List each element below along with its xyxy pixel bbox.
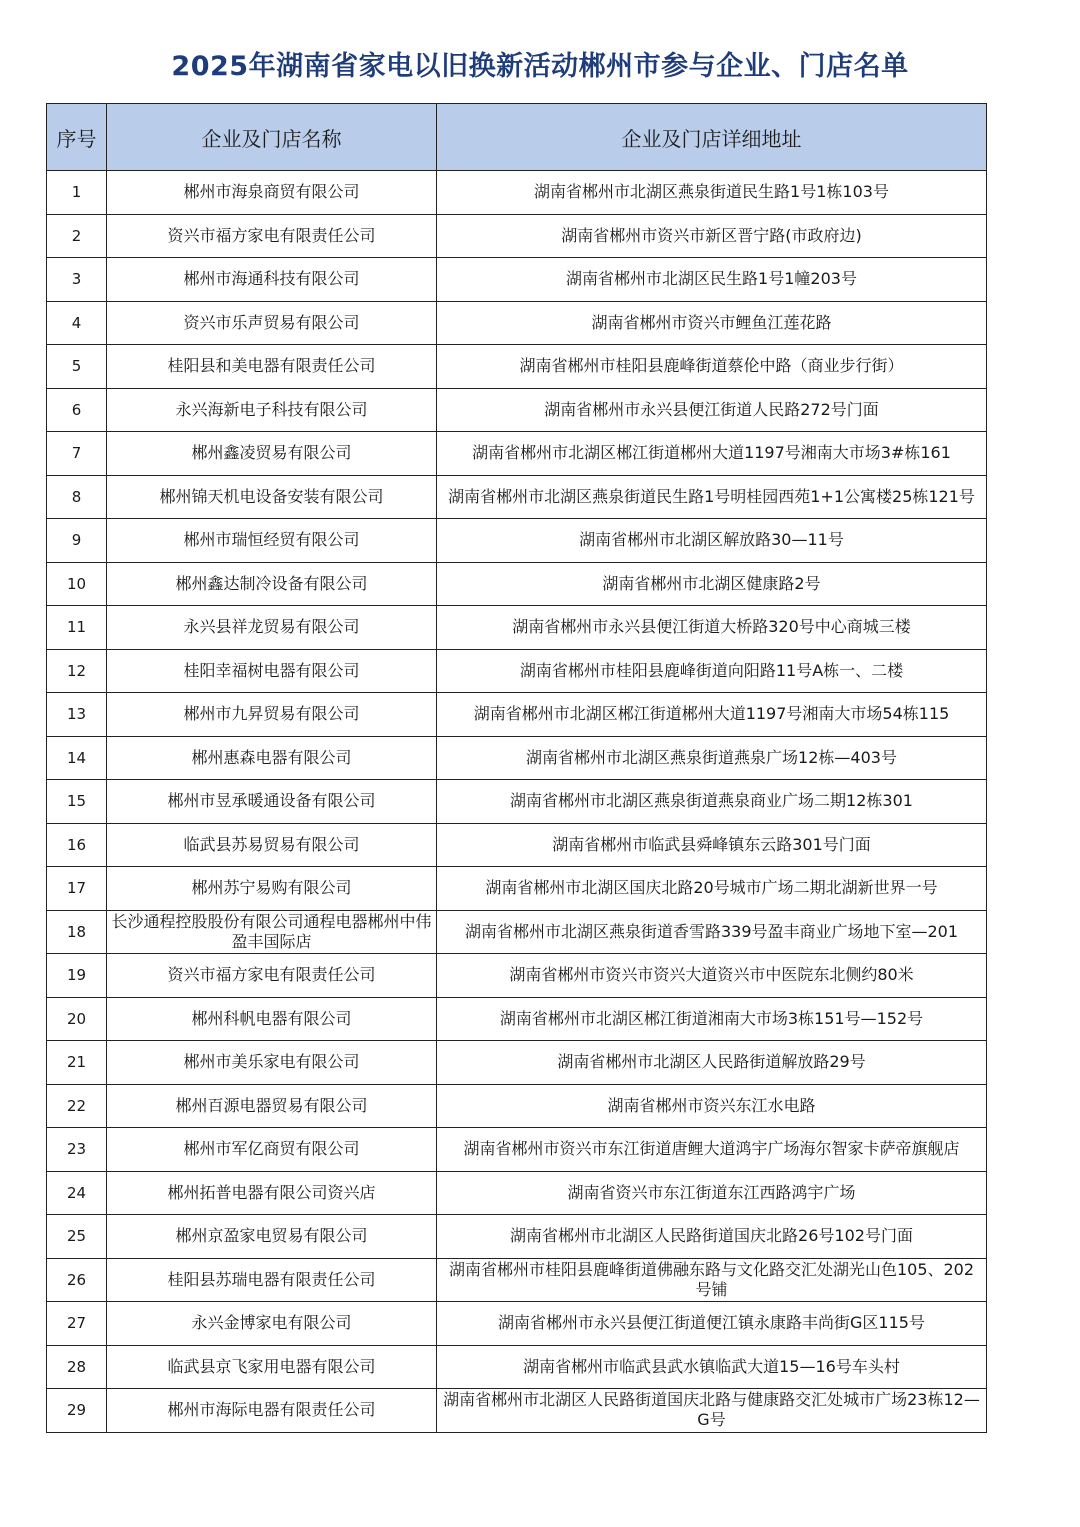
store-address: 湖南省郴州市北湖区健康路2号 <box>437 562 987 606</box>
store-address: 湖南省郴州市北湖区燕泉街道香雪路339号盈丰商业广场地下室—201 <box>437 910 987 954</box>
table-row <box>47 1302 987 1346</box>
company-name: 郴州惠森电器有限公司 <box>107 736 437 780</box>
table-row <box>47 1215 987 1259</box>
page-title: 2025年湖南省家电以旧换新活动郴州市参与企业、门店名单 <box>171 51 909 82</box>
company-name: 郴州市海际电器有限责任公司 <box>107 1389 437 1433</box>
row-number: 9 <box>47 519 107 563</box>
company-name: 郴州拓普电器有限公司资兴店 <box>107 1171 437 1215</box>
row-number: 22 <box>47 1084 107 1128</box>
row-number: 7 <box>47 432 107 476</box>
row-number: 23 <box>47 1128 107 1172</box>
row-number: 12 <box>47 649 107 693</box>
table-row <box>47 301 987 345</box>
company-name: 郴州市海泉商贸有限公司 <box>107 171 437 215</box>
store-address: 湖南省郴州市资兴市新区晋宁路(市政府边) <box>437 214 987 258</box>
table-row <box>47 606 987 650</box>
row-number: 26 <box>47 1258 107 1302</box>
store-address: 湖南省郴州市临武县武水镇临武大道15—16号车头村 <box>437 1345 987 1389</box>
store-address: 湖南省郴州市北湖区郴江街道郴州大道1197号湘南大市场3#栋161 <box>437 432 987 476</box>
company-name: 桂阳幸福树电器有限公司 <box>107 649 437 693</box>
row-number: 25 <box>47 1215 107 1259</box>
store-address: 湖南省郴州市资兴市东江街道唐鲤大道鸿宇广场海尔智家卡萨帝旗舰店 <box>437 1128 987 1172</box>
table-row <box>47 258 987 302</box>
row-number: 3 <box>47 258 107 302</box>
store-address: 湖南省郴州市北湖区解放路30—11号 <box>437 519 987 563</box>
row-number: 1 <box>47 171 107 215</box>
row-number: 11 <box>47 606 107 650</box>
table-row <box>47 171 987 215</box>
table-row <box>47 780 987 824</box>
company-name: 郴州鑫凌贸易有限公司 <box>107 432 437 476</box>
table-row <box>47 1258 987 1302</box>
header-no: 序号 <box>47 104 107 171</box>
company-name: 资兴市福方家电有限责任公司 <box>107 214 437 258</box>
store-address: 湖南省郴州市资兴东江水电路 <box>437 1084 987 1128</box>
company-name: 临武县京飞家用电器有限公司 <box>107 1345 437 1389</box>
company-name: 郴州市瑞恒经贸有限公司 <box>107 519 437 563</box>
header-address: 企业及门店详细地址 <box>437 104 987 171</box>
table-row <box>47 1171 987 1215</box>
company-name: 郴州京盈家电贸易有限公司 <box>107 1215 437 1259</box>
row-number: 27 <box>47 1302 107 1346</box>
company-name: 永兴县祥龙贸易有限公司 <box>107 606 437 650</box>
table-row <box>47 1128 987 1172</box>
company-name: 资兴市福方家电有限责任公司 <box>107 954 437 998</box>
row-number: 19 <box>47 954 107 998</box>
table-row <box>47 388 987 432</box>
store-address: 湖南省郴州市北湖区燕泉街道燕泉广场12栋—403号 <box>437 736 987 780</box>
table-row <box>47 475 987 519</box>
table-header-row <box>47 104 987 171</box>
store-address: 湖南省郴州市临武县舜峰镇东云路301号门面 <box>437 823 987 867</box>
company-name: 郴州鑫达制冷设备有限公司 <box>107 562 437 606</box>
company-name: 临武县苏易贸易有限公司 <box>107 823 437 867</box>
company-name: 桂阳县苏瑞电器有限责任公司 <box>107 1258 437 1302</box>
store-list-table <box>46 103 987 1433</box>
store-address: 湖南省郴州市北湖区燕泉街道民生路1号明桂园西苑1+1公寓楼25栋121号 <box>437 475 987 519</box>
table-row <box>47 214 987 258</box>
store-address: 湖南省郴州市北湖区燕泉街道燕泉商业广场二期12栋301 <box>437 780 987 824</box>
company-name: 郴州苏宁易购有限公司 <box>107 867 437 911</box>
table-row <box>47 867 987 911</box>
store-address: 湖南省郴州市北湖区郴江街道郴州大道1197号湘南大市场54栋115 <box>437 693 987 737</box>
row-number: 6 <box>47 388 107 432</box>
row-number: 14 <box>47 736 107 780</box>
row-number: 13 <box>47 693 107 737</box>
store-address: 湖南省郴州市永兴县便江街道人民路272号门面 <box>437 388 987 432</box>
company-name: 郴州市九昇贸易有限公司 <box>107 693 437 737</box>
store-address: 湖南省资兴市东江街道东江西路鸿宇广场 <box>437 1171 987 1215</box>
company-name: 郴州科帆电器有限公司 <box>107 997 437 1041</box>
store-address: 湖南省郴州市北湖区郴江街道湘南大市场3栋151号—152号 <box>437 997 987 1041</box>
company-name: 郴州百源电器贸易有限公司 <box>107 1084 437 1128</box>
row-number: 29 <box>47 1389 107 1433</box>
row-number: 17 <box>47 867 107 911</box>
header-name: 企业及门店名称 <box>107 104 437 171</box>
company-name: 郴州市军亿商贸有限公司 <box>107 1128 437 1172</box>
company-name: 郴州市海通科技有限公司 <box>107 258 437 302</box>
company-name: 长沙通程控股股份有限公司通程电器郴州中伟盈丰国际店 <box>107 910 437 954</box>
row-number: 5 <box>47 345 107 389</box>
company-name: 桂阳县和美电器有限责任公司 <box>107 345 437 389</box>
store-address: 湖南省郴州市北湖区人民路街道国庆北路与健康路交汇处城市广场23栋12—G号 <box>437 1389 987 1433</box>
row-number: 24 <box>47 1171 107 1215</box>
table-row <box>47 823 987 867</box>
row-number: 16 <box>47 823 107 867</box>
table-row <box>47 562 987 606</box>
table-row <box>47 345 987 389</box>
row-number: 21 <box>47 1041 107 1085</box>
company-name: 永兴海新电子科技有限公司 <box>107 388 437 432</box>
row-number: 8 <box>47 475 107 519</box>
table-row <box>47 910 987 954</box>
table-row <box>47 693 987 737</box>
store-address: 湖南省郴州市北湖区国庆北路20号城市广场二期北湖新世界一号 <box>437 867 987 911</box>
company-name: 资兴市乐声贸易有限公司 <box>107 301 437 345</box>
row-number: 20 <box>47 997 107 1041</box>
store-address: 湖南省郴州市永兴县便江街道便江镇永康路丰尚街G区115号 <box>437 1302 987 1346</box>
store-address: 湖南省郴州市桂阳县鹿峰街道向阳路11号A栋一、二楼 <box>437 649 987 693</box>
table-row <box>47 432 987 476</box>
table-row <box>47 1389 987 1433</box>
row-number: 10 <box>47 562 107 606</box>
table-row <box>47 1345 987 1389</box>
table-row <box>47 649 987 693</box>
company-name: 郴州市昱承暖通设备有限公司 <box>107 780 437 824</box>
table-row <box>47 997 987 1041</box>
table-row <box>47 736 987 780</box>
table-row <box>47 519 987 563</box>
store-address: 湖南省郴州市北湖区人民路街道国庆北路26号102号门面 <box>437 1215 987 1259</box>
row-number: 2 <box>47 214 107 258</box>
company-name: 郴州市美乐家电有限公司 <box>107 1041 437 1085</box>
store-address: 湖南省郴州市北湖区人民路街道解放路29号 <box>437 1041 987 1085</box>
company-name: 郴州锦天机电设备安装有限公司 <box>107 475 437 519</box>
store-address: 湖南省郴州市桂阳县鹿峰街道佛融东路与文化路交汇处湖光山色105、202号铺 <box>437 1258 987 1302</box>
store-address: 湖南省郴州市桂阳县鹿峰街道蔡伦中路（商业步行街） <box>437 345 987 389</box>
store-address: 湖南省郴州市北湖区民生路1号1幢203号 <box>437 258 987 302</box>
row-number: 18 <box>47 910 107 954</box>
table-row <box>47 954 987 998</box>
table-row <box>47 1041 987 1085</box>
store-address: 湖南省郴州市北湖区燕泉街道民生路1号1栋103号 <box>437 171 987 215</box>
row-number: 4 <box>47 301 107 345</box>
store-address: 湖南省郴州市资兴市鲤鱼江莲花路 <box>437 301 987 345</box>
table-row <box>47 1084 987 1128</box>
company-name: 永兴金博家电有限公司 <box>107 1302 437 1346</box>
row-number: 15 <box>47 780 107 824</box>
store-address: 湖南省郴州市永兴县便江街道大桥路320号中心商城三楼 <box>437 606 987 650</box>
row-number: 28 <box>47 1345 107 1389</box>
store-address: 湖南省郴州市资兴市资兴大道资兴市中医院东北侧约80米 <box>437 954 987 998</box>
